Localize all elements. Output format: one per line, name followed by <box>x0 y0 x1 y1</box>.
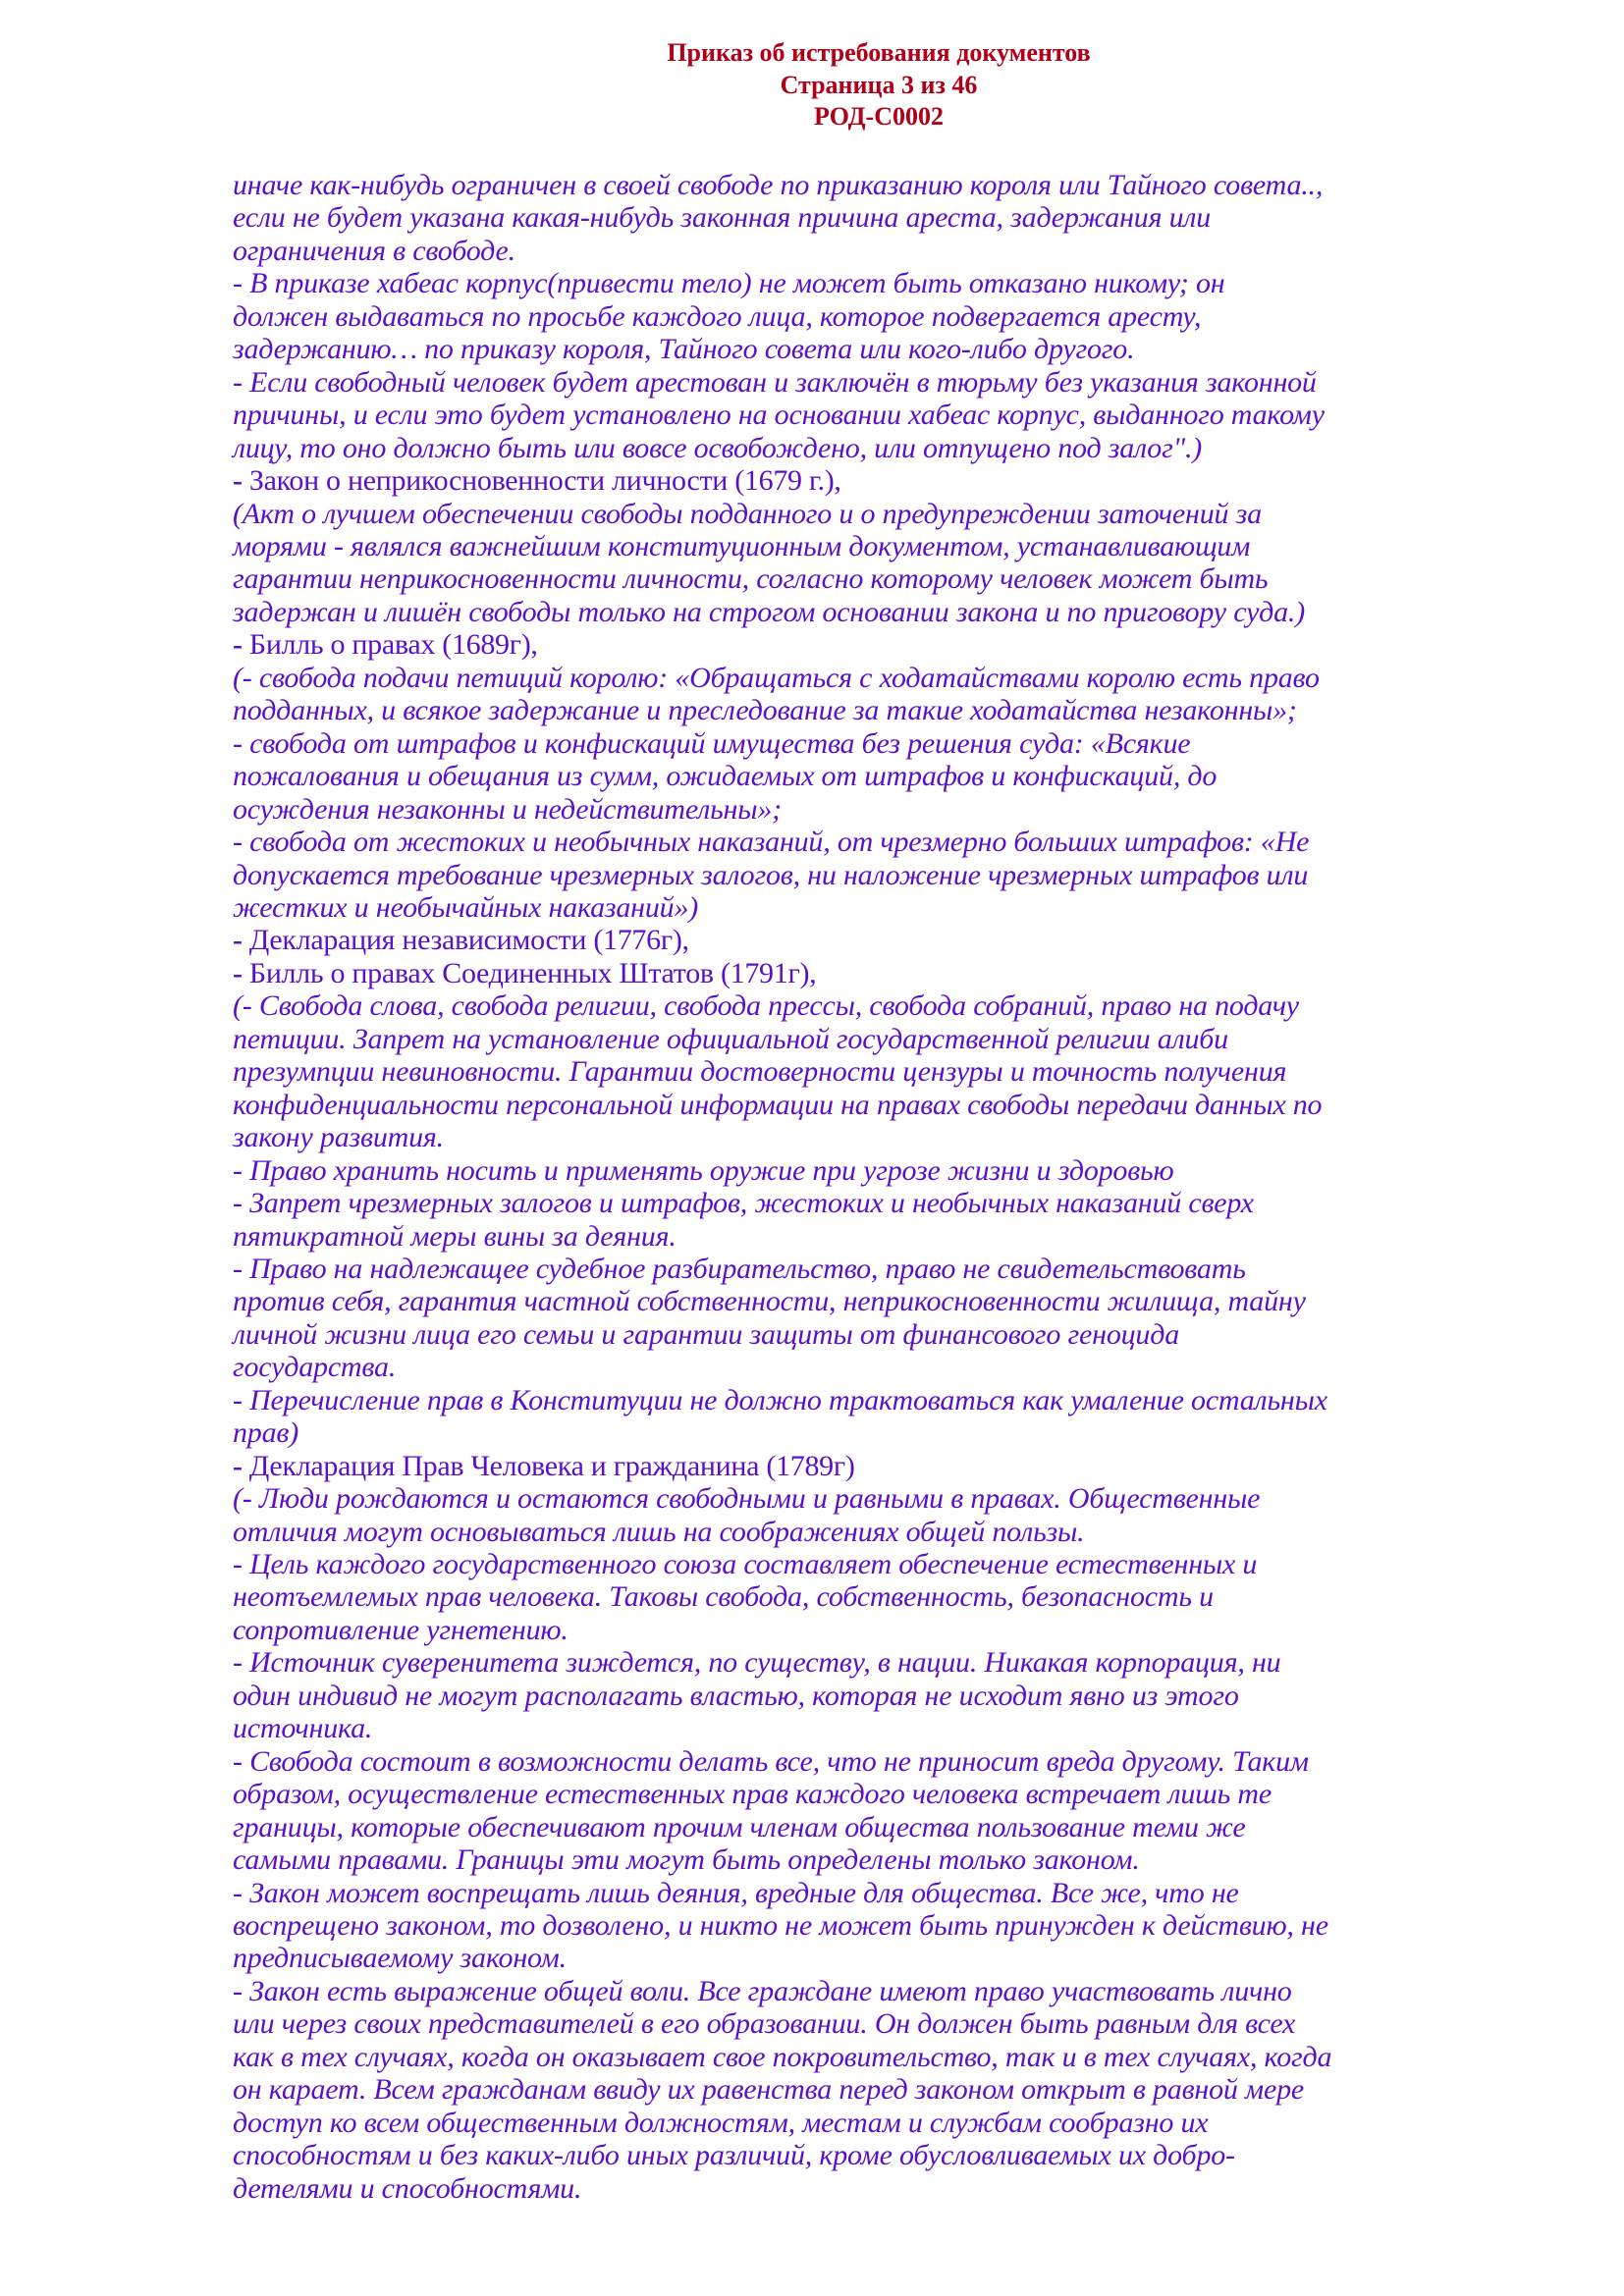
heading-dash: - <box>233 924 249 957</box>
text-line <box>233 2007 1529 2040</box>
line-text: - В приказе хабеас корпус(привести тело) не может быть отказано никому; он <box>233 267 1225 300</box>
section-heading <box>233 628 1529 661</box>
line-text: Билль о правах (1689г), <box>248 628 538 662</box>
text-line <box>233 2107 1529 2139</box>
line-text: пожалования и обещания из сумм, ожидаемых от штрафов и конфискаций, до <box>233 760 1218 793</box>
line-text: прав) <box>233 1416 299 1450</box>
text-line <box>233 891 1529 924</box>
line-text: - Право хранить носить и применять оружие при угрозе жизни и здоровью <box>233 1153 1174 1187</box>
line-text: конфиденциальности персональной информации на правах свободы передачи данных по <box>233 1088 1323 1121</box>
line-text: - свобода от жестоких и необычных наказаний, от чрезмерно больших штрафов: «Не <box>233 826 1310 859</box>
line-text: - Закон может воспрещать лишь деяния, вредные для общества. Все же, что не <box>233 1876 1239 1909</box>
page-header <box>0 37 1624 133</box>
line-text: - Цель каждого государственного союза составляет обеспечение естественных и <box>233 1548 1258 1581</box>
line-text: если не будет указана какая-нибудь законная причина ареста, задержания или <box>233 201 1212 235</box>
line-text: Билль о правах Соединенных Штатов (1791г), <box>248 956 817 989</box>
line-text: государства. <box>233 1351 397 1384</box>
text-line <box>233 1516 1529 1548</box>
heading-dash: - <box>233 628 249 662</box>
text-line <box>233 1614 1529 1646</box>
text-line <box>233 1187 1529 1219</box>
text-line <box>233 1843 1529 1876</box>
line-text: - Перечисление прав в Конституции не должно трактоваться как умаление остальных <box>233 1383 1327 1416</box>
text-line <box>233 169 1529 201</box>
text-line <box>233 2041 1529 2073</box>
text-line <box>233 793 1529 826</box>
line-text: причины, и если это будет установлено на основании хабеас корпус, выданного такому <box>233 399 1325 432</box>
text-line <box>233 1975 1529 2007</box>
text-line <box>233 333 1529 365</box>
line-text: - Право на надлежащее судебное разбирательство, право не свидетельствовать <box>233 1252 1246 1285</box>
line-text: пятикратной меры вины за деяния. <box>233 1219 677 1253</box>
text-line <box>233 1384 1529 1416</box>
text-line <box>233 1318 1529 1351</box>
line-text: самыми правами. Границы эти могут быть определены только законом. <box>233 1843 1140 1877</box>
text-line <box>233 2073 1529 2106</box>
line-text: способностям и без каких-либо иных различий, кроме обусловливаемых их добро- <box>233 2139 1235 2172</box>
line-text: предписываемому законом. <box>233 1942 567 1975</box>
text-line <box>233 1121 1529 1153</box>
line-text: источника. <box>233 1712 373 1745</box>
line-text: задержан и лишён свободы только на строгом основании закона и по приговору суда.) <box>233 595 1306 628</box>
text-line <box>233 1285 1529 1317</box>
text-line <box>233 1482 1529 1515</box>
line-text: как в тех случаях, когда он оказывает свое покровительство, так и в тех случаях, когда <box>233 2040 1332 2073</box>
text-line <box>233 694 1529 726</box>
document-code: РОД-С0002 <box>814 102 944 131</box>
line-text: доступ ко всем общественным должностям, местам и службам сообразно их <box>233 2106 1209 2139</box>
line-text: закону развития. <box>233 1121 444 1154</box>
line-text: детелями и способностями. <box>233 2171 582 2205</box>
text-line <box>233 1712 1529 1744</box>
line-text: Декларация Прав Человека и гражданина (1789г) <box>248 1449 855 1482</box>
document-body <box>233 169 1529 2205</box>
text-line <box>233 235 1529 267</box>
line-text: - свобода от штрафов и конфискаций имущества без решения суда: «Всякие <box>233 726 1191 760</box>
text-line <box>233 2139 1529 2171</box>
text-line <box>233 1942 1529 1974</box>
text-line <box>233 530 1529 562</box>
heading-dash: - <box>233 464 249 498</box>
line-text: (- Свобода слова, свобода религии, свобода прессы, свобода собраний, право на подачу <box>233 989 1299 1023</box>
line-text: или через своих представителей в его образовании. Он должен быть равным для всех <box>233 2007 1296 2041</box>
text-line <box>233 1646 1529 1679</box>
line-text: - Источник суверенитета зиждется, по существу, в нации. Никакая корпорация, ни <box>233 1646 1281 1680</box>
text-line <box>233 1220 1529 1253</box>
text-line <box>233 1909 1529 1942</box>
section-heading <box>233 957 1529 989</box>
heading-dash: - <box>233 1449 249 1482</box>
line-text: - Свобода состоит в возможности делать все, что не приносит вреда другому. Таким <box>233 1744 1309 1778</box>
line-text: петиции. Запрет на установление официальной государственной религии алиби <box>233 1022 1228 1055</box>
text-line <box>233 1778 1529 1810</box>
text-line <box>233 562 1529 595</box>
text-line <box>233 760 1529 792</box>
text-line <box>233 1745 1529 1778</box>
line-text: - Закон есть выражение общей воли. Все граждане имеют право участвовать лично <box>233 1974 1292 2007</box>
line-text: один индивид не могут располагать властью, которая не исходит явно из этого <box>233 1679 1239 1712</box>
text-line <box>233 727 1529 760</box>
line-text: жестких и необычайных наказаний») <box>233 890 699 924</box>
line-text: должен выдаваться по просьбе каждого лица, которое подвергается аресту, <box>233 299 1202 333</box>
text-line <box>233 1055 1529 1088</box>
line-text: отличия могут основываться лишь на соображениях общей пользы. <box>233 1515 1085 1548</box>
text-line <box>233 2172 1529 2205</box>
line-text: - Запрет чрезмерных залогов и штрафов, жестоких и необычных наказаний сверх <box>233 1187 1254 1220</box>
heading-dash: - <box>233 956 249 989</box>
line-text: осуждения незаконны и недействительны»; <box>233 792 782 826</box>
line-text: ограничения в свободе. <box>233 234 515 267</box>
page-number: Страница 3 из 46 <box>780 70 978 99</box>
section-heading <box>233 1450 1529 1482</box>
text-line <box>233 989 1529 1022</box>
line-text: подданных, и всякое задержание и преследование за такие ходатайства незаконны»; <box>233 694 1297 727</box>
line-text: морями - являлся важнейшим конституционным документом, устанавливающим <box>233 529 1251 562</box>
text-line <box>233 1548 1529 1580</box>
line-text: допускается требование чрезмерных залогов, ни наложение чрезмерных штрафов или <box>233 858 1309 891</box>
line-text: Закон о неприкосновенности личности (1679 г.), <box>248 464 841 498</box>
text-line <box>233 1351 1529 1383</box>
section-heading <box>233 924 1529 956</box>
text-line <box>233 1580 1529 1613</box>
document-title: Приказ об истребования документов <box>667 38 1091 67</box>
text-line <box>233 1877 1529 1909</box>
line-text: против себя, гарантия частной собственности, неприкосновенности жилища, тайну <box>233 1285 1306 1318</box>
line-text: воспрещено законом, то дозволено, и никто не может быть принужден к действию, не <box>233 1909 1328 1943</box>
line-text: гарантии неприкосновенности личности, согласно которому человек может быть <box>233 562 1269 596</box>
text-line <box>233 432 1529 464</box>
line-text: лицу, то оно должно быть или вовсе освобождено, или отпущено под залог".) <box>233 431 1203 464</box>
text-line <box>233 859 1529 891</box>
line-text: сопротивление угнетению. <box>233 1613 568 1646</box>
text-line <box>233 1680 1529 1712</box>
line-text: презумпции невиновности. Гарантии достоверности цензуры и точность получения <box>233 1055 1287 1089</box>
section-heading <box>233 464 1529 497</box>
line-text: Декларация независимости (1776г), <box>248 924 689 957</box>
line-text: - Если свободный человек будет арестован и заключён в тюрьму без указания законной <box>233 365 1317 399</box>
line-text: (- свобода подачи петиций королю: «Обращаться с ходатайствами королю есть право <box>233 661 1320 694</box>
text-line <box>233 1089 1529 1121</box>
text-line <box>233 826 1529 858</box>
line-text: личной жизни лица его семьи и гарантии защиты от финансового геноцида <box>233 1317 1180 1351</box>
text-line <box>233 366 1529 399</box>
text-line <box>233 498 1529 530</box>
text-line <box>233 201 1529 234</box>
line-text: границы, которые обеспечивают прочим членам общества пользование теми же <box>233 1810 1246 1843</box>
text-line <box>233 1811 1529 1843</box>
text-line <box>233 596 1529 628</box>
text-line <box>233 1154 1529 1187</box>
text-line <box>233 300 1529 333</box>
text-line <box>233 1023 1529 1055</box>
text-line <box>233 1416 1529 1449</box>
text-line <box>233 662 1529 694</box>
text-line <box>233 267 1529 299</box>
line-text: иначе как-нибудь ограничен в своей свободе по приказанию короля или Тайного совета.., <box>233 169 1324 201</box>
text-line <box>233 399 1529 431</box>
line-text: образом, осуществление естественных прав каждого человека встречает лишь те <box>233 1778 1272 1811</box>
line-text: неотъемлемых прав человека. Таковы свобода, собственность, безопасность и <box>233 1580 1214 1614</box>
line-text: (Акт о лучшем обеспечении свободы подданного и о предупреждении заточений за <box>233 497 1262 530</box>
line-text: он карает. Всем гражданам ввиду их равенства перед законом открыт в равной мере <box>233 2073 1304 2107</box>
line-text: (- Люди рождаются и остаются свободными и равными в правах. Общественные <box>233 1482 1261 1516</box>
line-text: задержанию… по приказу короля, Тайного совета или кого-либо другого. <box>233 333 1135 366</box>
text-line <box>233 1253 1529 1285</box>
